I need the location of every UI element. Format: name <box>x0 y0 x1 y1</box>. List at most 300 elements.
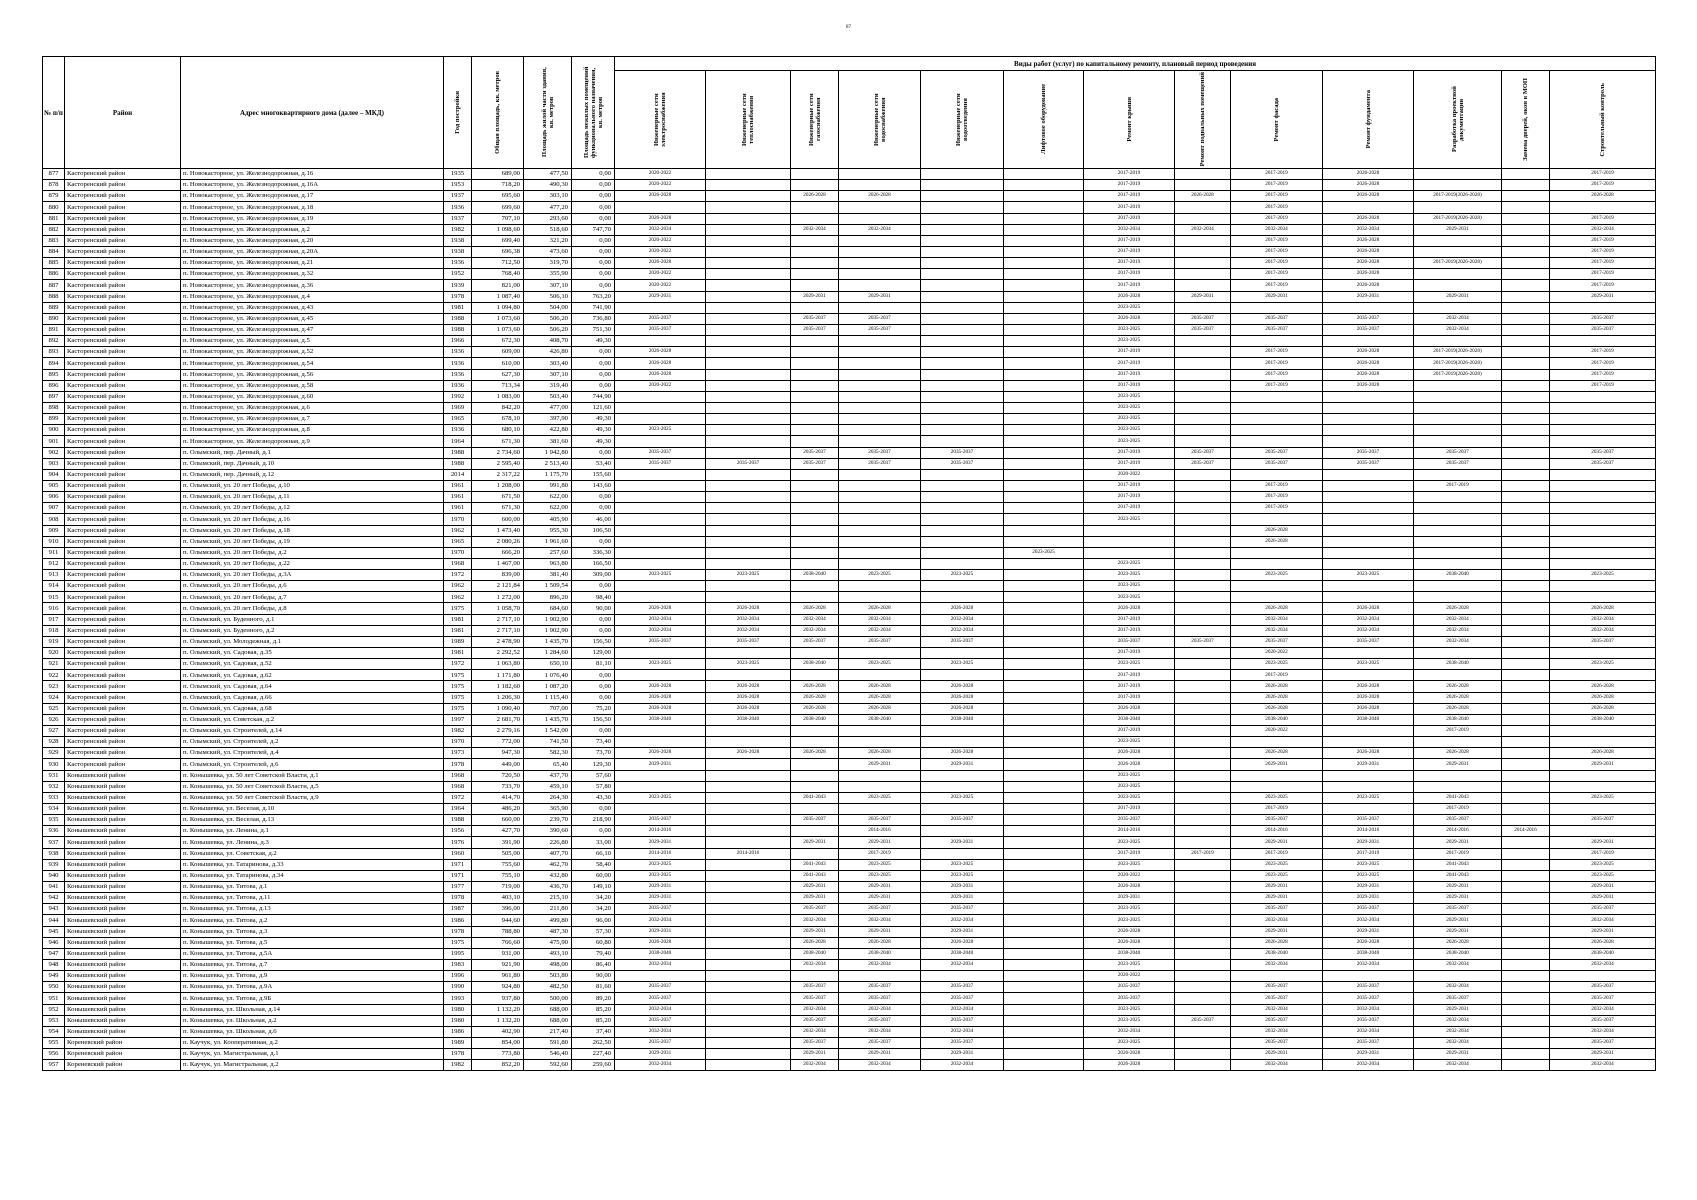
cell-work-8: 2017-2019 <box>1231 169 1323 180</box>
cell-address: п. Олымский, ул. Садовая, д.68 <box>181 703 444 714</box>
cell-work-8 <box>1231 425 1323 436</box>
cell-year: 1966 <box>444 336 472 347</box>
cell-num: 933 <box>43 792 65 803</box>
cell-work-6 <box>1084 525 1175 536</box>
cell-work-6: 2023-2025 <box>1084 1037 1175 1048</box>
cell-address: п. Олымский, ул. 20 лет Победы, д.6 <box>181 581 444 592</box>
cell-address: п. Конышевка, ул. Ленина, д.1 <box>181 826 444 837</box>
cell-work-8 <box>1231 770 1323 781</box>
cell-work-1 <box>706 425 791 436</box>
cell-district: Касторенский район <box>65 169 181 180</box>
cell-work-5 <box>1004 380 1084 391</box>
cell-work-11 <box>1502 525 1550 536</box>
cell-work-10: 2035-2037 <box>1414 458 1502 469</box>
cell-work-8 <box>1231 547 1323 558</box>
cell-work-5 <box>1004 258 1084 269</box>
cell-work-0: 2026-2028 <box>615 213 706 224</box>
cell-district: Касторенский район <box>65 258 181 269</box>
cell-year: 1988 <box>444 324 472 335</box>
cell-work-12: 2017-2019 <box>1550 269 1656 280</box>
cell-work-9: 2023-2025 <box>1323 570 1414 581</box>
cell-district: Касторенский район <box>65 659 181 670</box>
cell-work-11 <box>1502 859 1550 870</box>
cell-work-8: 2023-2025 <box>1231 792 1323 803</box>
cell-total-area: 707,10 <box>472 213 524 224</box>
cell-nonliving-area: 0,00 <box>572 503 615 514</box>
cell-work-11 <box>1502 592 1550 603</box>
cell-work-6: 2023-2025 <box>1084 402 1175 413</box>
cell-work-1 <box>706 525 791 536</box>
cell-work-10 <box>1414 737 1502 748</box>
cell-work-11 <box>1502 369 1550 380</box>
cell-living-area: 650,10 <box>524 659 572 670</box>
table-row <box>43 937 1656 948</box>
cell-work-0: 2020-2022 <box>615 180 706 191</box>
cell-work-2 <box>791 402 839 413</box>
cell-year: 1936 <box>444 369 472 380</box>
cell-work-3 <box>839 380 921 391</box>
cell-living-area: 684,60 <box>524 603 572 614</box>
cell-work-8: 2032-2034 <box>1231 1026 1323 1037</box>
cell-num: 940 <box>43 870 65 881</box>
cell-work-0: 2026-2028 <box>615 937 706 948</box>
table-row <box>43 191 1656 202</box>
table-row <box>43 280 1656 291</box>
cell-work-10 <box>1414 280 1502 291</box>
cell-work-2: 2026-2028 <box>791 703 839 714</box>
cell-total-area: 931,00 <box>472 948 524 959</box>
cell-total-area: 678,10 <box>472 414 524 425</box>
cell-year: 1936 <box>444 258 472 269</box>
cell-work-3: 2032-2034 <box>839 1060 921 1071</box>
cell-work-0 <box>615 402 706 413</box>
cell-work-2 <box>791 380 839 391</box>
cell-work-7 <box>1175 904 1231 915</box>
cell-living-area: 459,10 <box>524 781 572 792</box>
page-number: 87 <box>846 25 851 30</box>
cell-work-4 <box>921 269 1004 280</box>
cell-address: п. Конышевка, ул. Советская, д.2 <box>181 848 444 859</box>
cell-work-6: 2017-2019 <box>1084 246 1175 257</box>
cell-work-4 <box>921 258 1004 269</box>
cell-work-4: 2029-2031 <box>921 759 1004 770</box>
cell-work-4 <box>921 246 1004 257</box>
table-row <box>43 826 1656 837</box>
cell-total-area: 733,70 <box>472 781 524 792</box>
cell-work-1 <box>706 258 791 269</box>
cell-work-4: 2032-2034 <box>921 1060 1004 1071</box>
cell-work-7 <box>1175 659 1231 670</box>
cell-year: 1975 <box>444 681 472 692</box>
cell-work-0: 2035-2037 <box>615 1037 706 1048</box>
cell-work-6: 2017-2019 <box>1084 202 1175 213</box>
cell-work-2 <box>791 492 839 503</box>
cell-year: 1970 <box>444 547 472 558</box>
cell-work-1 <box>706 792 791 803</box>
cell-work-10: 2029-2031 <box>1414 837 1502 848</box>
cell-work-4 <box>921 313 1004 324</box>
cell-total-area: 1 467,00 <box>472 558 524 569</box>
cell-total-area: 671,30 <box>472 436 524 447</box>
cell-work-9: 2029-2031 <box>1323 893 1414 904</box>
cell-num: 884 <box>43 246 65 257</box>
cell-total-area: 1 182,60 <box>472 681 524 692</box>
cell-work-11 <box>1502 570 1550 581</box>
cell-work-1 <box>706 915 791 926</box>
cell-work-3 <box>839 180 921 191</box>
cell-work-5 <box>1004 213 1084 224</box>
cell-address: п. Новокасторное, ул. Железнодорожная, д.47 <box>181 324 444 335</box>
cell-work-5 <box>1004 759 1084 770</box>
cell-nonliving-area: 309,00 <box>572 570 615 581</box>
cell-work-9 <box>1323 402 1414 413</box>
cell-num: 904 <box>43 469 65 480</box>
cell-year: 2014 <box>444 469 472 480</box>
cell-work-0: 2026-2028 <box>615 369 706 380</box>
cell-work-5 <box>1004 514 1084 525</box>
cell-work-1 <box>706 447 791 458</box>
cell-work-0 <box>615 558 706 569</box>
table-row <box>43 380 1656 391</box>
cell-work-1 <box>706 893 791 904</box>
cell-work-1 <box>706 414 791 425</box>
cell-work-5 <box>1004 324 1084 335</box>
cell-living-area: 1 942,80 <box>524 447 572 458</box>
cell-year: 1953 <box>444 180 472 191</box>
table-row <box>43 1060 1656 1071</box>
cell-work-4 <box>921 469 1004 480</box>
table-row <box>43 347 1656 358</box>
cell-work-6: 2026-2028 <box>1084 703 1175 714</box>
cell-work-11 <box>1502 904 1550 915</box>
cell-work-8: 2035-2037 <box>1231 1037 1323 1048</box>
cell-work-8 <box>1231 436 1323 447</box>
cell-work-2 <box>791 391 839 402</box>
cell-work-5 <box>1004 792 1084 803</box>
cell-nonliving-area: 34,20 <box>572 893 615 904</box>
cell-work-4: 2038-2040 <box>921 714 1004 725</box>
cell-nonliving-area: 0,00 <box>572 213 615 224</box>
cell-work-11 <box>1502 971 1550 982</box>
cell-work-5 <box>1004 781 1084 792</box>
cell-work-6 <box>1084 536 1175 547</box>
cell-work-3: 2038-2040 <box>839 714 921 725</box>
cell-work-9: 2014-2016 <box>1323 826 1414 837</box>
cell-work-10: 2017-2019(2026-2028) <box>1414 347 1502 358</box>
cell-nonliving-area: 46,00 <box>572 514 615 525</box>
cell-living-area: 622,00 <box>524 503 572 514</box>
cell-work-2: 2035-2037 <box>791 1037 839 1048</box>
cell-work-12: 2017-2019 <box>1550 848 1656 859</box>
cell-work-3: 2035-2037 <box>839 993 921 1004</box>
table-row <box>43 525 1656 536</box>
cell-work-7 <box>1175 759 1231 770</box>
cell-work-11 <box>1502 993 1550 1004</box>
cell-work-11 <box>1502 959 1550 970</box>
cell-district: Касторенский район <box>65 480 181 491</box>
cell-nonliving-area: 0,00 <box>572 369 615 380</box>
cell-work-11 <box>1502 336 1550 347</box>
cell-address: п. Олымский, ул. Садовая, д.62 <box>181 670 444 681</box>
cell-nonliving-area: 73,40 <box>572 737 615 748</box>
cell-living-area: 591,80 <box>524 1037 572 1048</box>
cell-work-8: 2017-2019 <box>1231 269 1323 280</box>
header-work-4: Инженерные сети водоотведения <box>921 71 1004 169</box>
cell-year: 1965 <box>444 414 472 425</box>
cell-work-5 <box>1004 982 1084 993</box>
cell-work-9: 2035-2037 <box>1323 458 1414 469</box>
cell-living-area: 477,50 <box>524 169 572 180</box>
cell-work-5 <box>1004 369 1084 380</box>
cell-total-area: 921,90 <box>472 959 524 970</box>
cell-work-8: 2017-2019 <box>1231 804 1323 815</box>
cell-work-0 <box>615 336 706 347</box>
cell-work-7: 2026-2028 <box>1175 191 1231 202</box>
cell-work-8: 2026-2028 <box>1231 681 1323 692</box>
cell-living-area: 407,70 <box>524 848 572 859</box>
cell-address: п. Новокасторное, ул. Железнодорожная, д.54 <box>181 358 444 369</box>
cell-work-10 <box>1414 592 1502 603</box>
cell-work-4: 2026-2028 <box>921 603 1004 614</box>
cell-living-area: 319,40 <box>524 380 572 391</box>
cell-year: 1981 <box>444 648 472 659</box>
cell-work-9: 2029-2031 <box>1323 1049 1414 1060</box>
cell-district: Касторенский район <box>65 180 181 191</box>
cell-work-10 <box>1414 581 1502 592</box>
cell-work-2 <box>791 592 839 603</box>
cell-nonliving-area: 0,00 <box>572 246 615 257</box>
cell-work-12: 2029-2031 <box>1550 893 1656 904</box>
cell-living-area: 546,40 <box>524 1049 572 1060</box>
cell-nonliving-area: 81,10 <box>572 659 615 670</box>
cell-work-1 <box>706 648 791 659</box>
cell-address: п. Конышевка, ул. Титова, д.5А <box>181 948 444 959</box>
cell-work-2 <box>791 246 839 257</box>
cell-work-5 <box>1004 436 1084 447</box>
table-row <box>43 926 1656 937</box>
cell-work-3 <box>839 425 921 436</box>
cell-living-area: 741,50 <box>524 737 572 748</box>
cell-work-9: 2026-2028 <box>1323 280 1414 291</box>
cell-living-area: 991,80 <box>524 480 572 491</box>
cell-address: п. Конышевка, ул. Титова, д.9 <box>181 971 444 982</box>
cell-work-2: 2029-2031 <box>791 882 839 893</box>
cell-work-4 <box>921 291 1004 302</box>
cell-address: п. Новокасторное, ул. Железнодорожная, д.9 <box>181 436 444 447</box>
cell-living-area: 408,70 <box>524 336 572 347</box>
cell-work-4 <box>921 380 1004 391</box>
cell-nonliving-area: 0,00 <box>572 202 615 213</box>
cell-year: 1937 <box>444 191 472 202</box>
cell-address: п. Олымский, ул. 20 лет Победы, д.10 <box>181 480 444 491</box>
header-nonliving-area: Площадь нежилых помещений функционального назначения, кв. метров <box>572 57 615 169</box>
cell-work-9: 2026-2028 <box>1323 692 1414 703</box>
cell-work-6: 2026-2028 <box>1084 291 1175 302</box>
cell-work-9: 2026-2028 <box>1323 269 1414 280</box>
cell-work-0 <box>615 480 706 491</box>
cell-work-2 <box>791 737 839 748</box>
cell-work-11 <box>1502 291 1550 302</box>
cell-work-4 <box>921 436 1004 447</box>
cell-year: 1968 <box>444 781 472 792</box>
cell-work-11 <box>1502 169 1550 180</box>
cell-work-4 <box>921 324 1004 335</box>
cell-district: Конышевский район <box>65 804 181 815</box>
cell-work-2: 2032-2034 <box>791 1004 839 1015</box>
cell-work-9: 2026-2028 <box>1323 235 1414 246</box>
cell-work-5 <box>1004 859 1084 870</box>
cell-work-11 <box>1502 614 1550 625</box>
cell-nonliving-area: 143,60 <box>572 480 615 491</box>
cell-work-11 <box>1502 480 1550 491</box>
cell-district: Конышевский район <box>65 882 181 893</box>
cell-work-11 <box>1502 581 1550 592</box>
cell-work-3: 2023-2025 <box>839 859 921 870</box>
cell-work-7: 2035-2037 <box>1175 1015 1231 1026</box>
cell-work-11 <box>1502 781 1550 792</box>
cell-work-3: 2032-2034 <box>839 625 921 636</box>
cell-nonliving-area: 156,50 <box>572 636 615 647</box>
cell-work-5 <box>1004 770 1084 781</box>
cell-district: Конышевский район <box>65 859 181 870</box>
cell-address: п. Олымский, ул. Садовая, д.66 <box>181 692 444 703</box>
cell-work-1: 2038-2040 <box>706 714 791 725</box>
cell-work-0: 2029-2031 <box>615 893 706 904</box>
cell-work-3 <box>839 581 921 592</box>
cell-nonliving-area: 149,10 <box>572 882 615 893</box>
cell-num: 907 <box>43 503 65 514</box>
cell-work-6: 2023-2025 <box>1084 959 1175 970</box>
cell-district: Касторенский район <box>65 402 181 413</box>
cell-num: 945 <box>43 926 65 937</box>
cell-work-9: 2017-2019 <box>1323 848 1414 859</box>
cell-district: Касторенский район <box>65 447 181 458</box>
table-row <box>43 302 1656 313</box>
table-row <box>43 714 1656 725</box>
cell-nonliving-area: 0,00 <box>572 826 615 837</box>
cell-work-2 <box>791 547 839 558</box>
cell-work-11 <box>1502 180 1550 191</box>
cell-work-1: 2023-2025 <box>706 659 791 670</box>
cell-work-2: 2041-2043 <box>791 792 839 803</box>
cell-work-2: 2029-2031 <box>791 291 839 302</box>
header-work-2: Инженерные сети газоснабжения <box>791 71 839 169</box>
cell-work-2: 2041-2043 <box>791 859 839 870</box>
cell-work-4 <box>921 280 1004 291</box>
cell-work-12: 2032-2034 <box>1550 224 1656 235</box>
cell-work-5 <box>1004 336 1084 347</box>
cell-work-7: 2035-2037 <box>1175 313 1231 324</box>
cell-work-8 <box>1231 391 1323 402</box>
table-row <box>43 870 1656 881</box>
cell-work-2 <box>791 648 839 659</box>
cell-nonliving-area: 60,80 <box>572 937 615 948</box>
cell-work-9: 2032-2034 <box>1323 224 1414 235</box>
cell-work-7: 2029-2031 <box>1175 291 1231 302</box>
cell-work-8: 2017-2019 <box>1231 213 1323 224</box>
cell-living-area: 1 115,40 <box>524 692 572 703</box>
cell-nonliving-area: 744,90 <box>572 391 615 402</box>
cell-address: п. Олымский, ул. 20 лет Победы, д.2 <box>181 547 444 558</box>
cell-work-12: 2023-2025 <box>1550 659 1656 670</box>
cell-total-area: 2 717,10 <box>472 625 524 636</box>
cell-work-1: 2026-2028 <box>706 692 791 703</box>
table-row <box>43 581 1656 592</box>
cell-work-10: 2017-2019(2026-2028) <box>1414 191 1502 202</box>
cell-year: 1988 <box>444 447 472 458</box>
cell-work-8: 2035-2037 <box>1231 904 1323 915</box>
cell-work-2 <box>791 425 839 436</box>
cell-total-area: 699,40 <box>472 235 524 246</box>
cell-work-4 <box>921 737 1004 748</box>
cell-work-4 <box>921 581 1004 592</box>
cell-district: Конышевский район <box>65 792 181 803</box>
table-row <box>43 670 1656 681</box>
cell-work-6: 2026-2028 <box>1084 313 1175 324</box>
cell-work-0 <box>615 547 706 558</box>
cell-address: п. Олымский, ул. 20 лет Победы, д.16 <box>181 514 444 525</box>
cell-living-area: 490,30 <box>524 180 572 191</box>
cell-nonliving-area: 58,40 <box>572 859 615 870</box>
cell-work-10: 2041-2043 <box>1414 870 1502 881</box>
cell-work-4: 2035-2037 <box>921 982 1004 993</box>
cell-work-12 <box>1550 670 1656 681</box>
cell-work-3 <box>839 547 921 558</box>
cell-work-4 <box>921 202 1004 213</box>
table-row <box>43 246 1656 257</box>
cell-work-1 <box>706 982 791 993</box>
cell-address: п. Новокасторное, ул. Железнодорожная, д.32 <box>181 269 444 280</box>
cell-work-5 <box>1004 971 1084 982</box>
cell-work-5 <box>1004 937 1084 948</box>
cell-nonliving-area: 81,60 <box>572 982 615 993</box>
cell-nonliving-area: 0,00 <box>572 726 615 737</box>
table-row <box>43 235 1656 246</box>
cell-work-10: 2032-2034 <box>1414 982 1502 993</box>
cell-nonliving-area: 259,60 <box>572 1060 615 1071</box>
cell-work-9: 2026-2028 <box>1323 369 1414 380</box>
cell-living-area: 437,70 <box>524 770 572 781</box>
cell-work-8: 2035-2037 <box>1231 447 1323 458</box>
cell-nonliving-area: 37,40 <box>572 1026 615 1037</box>
cell-work-8: 2029-2031 <box>1231 893 1323 904</box>
cell-work-5 <box>1004 235 1084 246</box>
cell-work-6: 2017-2019 <box>1084 614 1175 625</box>
cell-year: 1939 <box>444 280 472 291</box>
cell-work-10: 2032-2034 <box>1414 614 1502 625</box>
cell-nonliving-area: 49,30 <box>572 414 615 425</box>
cell-year: 1972 <box>444 659 472 670</box>
cell-work-7 <box>1175 347 1231 358</box>
cell-work-2: 2032-2034 <box>791 224 839 235</box>
cell-work-10 <box>1414 558 1502 569</box>
cell-work-4 <box>921 235 1004 246</box>
cell-work-6: 2017-2019 <box>1084 447 1175 458</box>
table-row <box>43 536 1656 547</box>
cell-work-12: 2023-2025 <box>1550 859 1656 870</box>
cell-work-10 <box>1414 971 1502 982</box>
cell-work-0 <box>615 971 706 982</box>
cell-work-5 <box>1004 425 1084 436</box>
cell-work-5 <box>1004 558 1084 569</box>
cell-work-1 <box>706 313 791 324</box>
cell-address: п. Новокасторное, ул. Железнодорожная, д.20А <box>181 246 444 257</box>
cell-work-8: 2017-2019 <box>1231 380 1323 391</box>
cell-living-area: 397,90 <box>524 414 572 425</box>
cell-living-area: 707,00 <box>524 703 572 714</box>
cell-address: п. Новокасторное, ул. Железнодорожная, д.5 <box>181 336 444 347</box>
cell-address: п. Конышевка, ул. Титова, д.5 <box>181 937 444 948</box>
